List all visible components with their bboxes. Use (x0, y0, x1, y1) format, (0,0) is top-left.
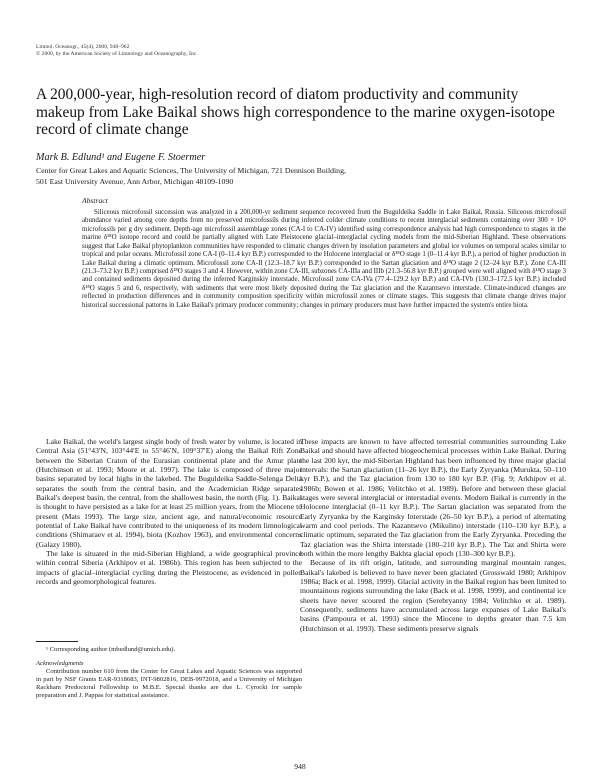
abstract-text: Siliceous microfossil succession was analyzed in a 200,000-yr sediment sequence recovered from the Buguldeika Saddle in Lake Baikal, Russia. Siliceous microfossil abundance varied among core depths from no preserved microfossils during inferred colder climate conditions to recent interglacial sediments containing over 300 × 10⁶ microfossils per g dry sediment. Depth-age microfossil assemblage zones (CA-I to CA-IV) identified using correspondence analysis had high correspondence to stages in the marine δ¹⁸O isotope record and could be partially aligned with Late Pleistocene glacial–interglacial cycling models from the mid-Siberian Highland. These observations suggest that Lake Baikal phytoplankton communities have responded to climatic changes driven by insolation parameters and global ice volumes on temporal scales similar to tropical and polar oceans. Microfossil zone CA-I (0–11.4 kyr B.P.) corresponded to the Holocene interglacial or δ¹⁸O stage 1 (0–11.4 kyr B.P.), a period of higher production in Lake Baikal during a climatic optimum. Microfossil zone CA-II (12.3–18.7 kyr B.P.) corresponded to the Sartan glaciation and δ¹⁸O stage 2 (12–24 kyr B.P.). Zone CA-III (21.3–73.2 kyr B.P.) comprised δ¹⁸O stages 3 and 4. However, within zone CA-III, subzones CA-IIIa and IIIb (21.3–56.8 kyr B.P.) grouped were well aligned with δ¹⁸O stage 3 and contained sediments deposited during the inferred Karginskiy interstade. Microfossil zone CA-IVa (77.4–129.2 kyr B.P.) and CA-IVb (130.3–172.5 kyr B.P.) included δ¹⁸O stages 5 and 6, respectively, with sediments that were most likely deposited during the Taz glaciation and the Kazantsevo interstade. Climate-induced changes are reflected in production differences and in community composition specificity within microfossil zones or climate stages. This suggests that climate change drives major historical successional patterns in Lake Baikal's primary producer community; changes in primary producers must have further impacted the system's entire biota. (82, 209, 566, 309)
affiliation-line-1: Center for Great Lakes and Aquatic Sciences, The University of Michigan, 721 Dennison Building, (36, 166, 346, 175)
body-column-left (36, 437, 302, 586)
affiliation (36, 166, 346, 187)
affiliation-line-2: 501 East University Avenue, Ann Arbor, Michigan 48109-1090 (36, 176, 234, 186)
footnote-corresponding-author: ¹ Corresponding author (mbedlund@umich.edu). (46, 646, 176, 653)
acknowledgments-heading: Acknowledgments (36, 660, 84, 668)
body-paragraph: Because of its rift origin, latitude, and surrounding marginal mountain ranges, Baikal's lakebed is believed to have never been glaciated (Grosswald 1980; Arkhipov 1986a; Back et al. 1998, 1999). Glacial activity in the Baikal region has been limited to mountainous regions surrounding the lake (Back et al. 1998, 1999), and continental ice sheets have never scoured the region (Serebryanny 1984; Velitchko et al. 1989). Consequently, sediments have accumulated across large expanses of Lake Baikal's basins (Pampoura et al. 1993) since the Miocene to depths greater than 7.5 km (Hutchinson et al. 1993). These sediments preserve signals (300, 558, 566, 633)
body-column-right (300, 437, 566, 633)
footnotes (36, 646, 302, 701)
journal-citation: Limnol. Oceanogr., 45(4), 2000, 948–962 (36, 44, 130, 50)
body-paragraph: The lake is situated in the mid-Siberian Highland, a wide geographical province within central Siberia (Arkhipov et al. 1986b). This region has been subjected to the impacts of glacial–interglacial cycling during the Pleistocene, as evidenced in pollen records and geomorphological features. (36, 548, 302, 586)
article-title: A 200,000-year, high-resolution record of diatom productivity and community makeup from Lake Baikal shows high correspondence to the marine oxygen-isotope record of climate change (36, 86, 555, 138)
body-paragraph: These impacts are known to have affected terrestrial communities surrounding Lake Baikal and should have affected biogeochemical processes within Lake Baikal. During the last 200 kyr, the mid-Siberian Highland has been influenced by three major glacial intervals: the Sartan glaciation (11–26 kyr B.P.), the Early Zyryanka (Murukta, 50–110 kyr B.P.), and the Taz glaciation from 130 to 180 kyr B.P. (Fig. 9; Arkhipov et al. 1986b; Bowen et al. 1986; Velitchko et al. 1989). Before and between these glacial stages were several interglacial or interstadial events. Modern Baikal is currently in the Holocene interglacial (0–11 kyr B.P.). The Sartan glaciation was separated from the Early Zyryanka by the Karginsky Interstade (26–50 kyr B.P.), a period of alternating warm and cool periods. The Kazantsevo (Mikulino) interstade (110–130 kyr B.P.), a climatic optimum, separated the Taz glaciation from the Early Zyryanka. Preceding the Taz glaciation was the Shirta interstade (180–210 kyr B.P.). The Taz and Shirta were both within the more lengthy Bakhta glacial epoch (130–300 kyr B.P.). (300, 437, 566, 558)
abstract-heading: Abstract (82, 196, 108, 205)
body-paragraph: Lake Baikal, the world's largest single body of fresh water by volume, is located in Central Asia (51°43′N, 103°44′E to 55°46′N, 109°37′E) along the Baikal Rift Zone between the Siberian Craton of the Eurasian continental plate and the Amur plate (Hutchinson et al. 1993; Moore et al. 1997). The lake is composed of three major basins separated by local highs in the lakebed. The Buguldeika Saddle-Selenga Delta separates the south from the central basin, and the Academician Ridge separates Baikal's deepest basin, the central, from the shallowest basin, the north (Fig. 1). Baikal is thought to have persisted as a lake for at least 25 million years, from the Miocene to present (Mats 1993). The large size, ancient age, and natural/economic resource potential of Lake Baikal have contributed to the uniqueness of its modern limnological conditions (Shimaraev et al. 1994), biota (Kozhov 1963), and environmental concerns (Galazy 1980). (36, 437, 302, 549)
footnote-divider (36, 641, 78, 642)
copyright-line: © 2000, by the American Society of Limnology and Oceanography, Inc. (36, 51, 198, 57)
acknowledgments-text: Contribution number 610 from the Center for Great Lakes and Aquatic Sciences was supported in part by NSF Grants EAR-9318683, INT-9802816, DEB-9972018, and a University of Michigan Rackham Predoctoral Fellowship to M.B.E. Special thanks are due L. Cyrocki for sample preparation and J. Pappas for statistical assistance. (36, 668, 302, 700)
author-line: Mark B. Edlund¹ and Eugene F. Stoermer (36, 152, 206, 163)
page-number: 948 (294, 762, 306, 771)
journal-header (36, 44, 198, 58)
